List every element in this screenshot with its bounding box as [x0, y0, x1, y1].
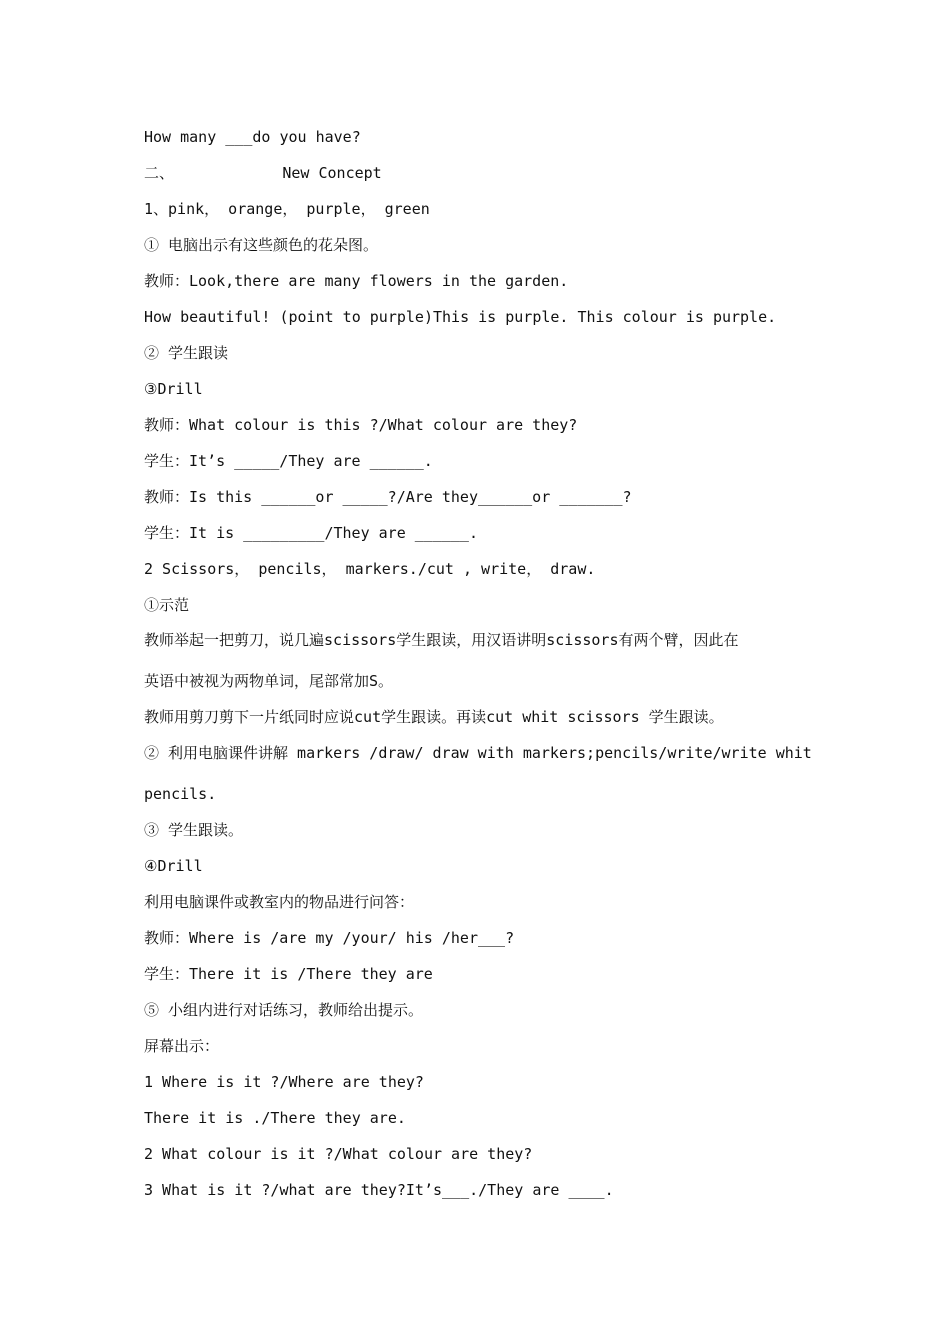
text-line: 教师举起一把剪刀，说几遍scissors学生跟读，用汉语讲明scissors有两个臂，因此在 [144, 631, 739, 649]
text-line: 利用电脑课件或教室内的物品进行问答： [144, 893, 415, 911]
text-line: ② 利用电脑课件讲解 markers /draw/ draw with markers;pencils/write/write whit [144, 744, 812, 762]
text-line: 2 What colour is it ?/What colour are they? [144, 1145, 533, 1163]
text-line: 教师：Look,there are many flowers in the garden. [144, 272, 569, 290]
text-line: There it is ./There they are. [144, 1109, 406, 1127]
text-line: 学生：There it is /There they are [144, 965, 433, 983]
text-line: 教师用剪刀剪下一片纸同时应说cut学生跟读。再读cut whit scissors 学生跟读。 [144, 708, 724, 726]
text-line: How many ___do you have? [144, 128, 361, 146]
text-line: ③Drill [144, 380, 203, 398]
text-line: 教师：Where is /are my /your/ his /her___? [144, 929, 515, 947]
text-line: 教师：What colour is this ?/What colour are they? [144, 416, 578, 434]
text-line: 屏幕出示： [144, 1037, 220, 1055]
text-line: How beautiful! (point to purple)This is purple. This colour is purple. [144, 308, 777, 326]
text-line: 学生：It is _________/They are ______. [144, 524, 478, 542]
text-line: 英语中被视为两物单词，尾部常加S。 [144, 672, 394, 690]
section-heading: 二、 New Concept [144, 164, 382, 182]
text-line: ③ 学生跟读。 [144, 821, 244, 839]
text-line: 教师：Is this ______or _____?/Are they______or _______? [144, 488, 632, 506]
text-line: 1 Where is it ?/Where are they? [144, 1073, 424, 1091]
text-line: 1、pink， orange， purple， green [144, 200, 430, 218]
text-line: ② 学生跟读 [144, 344, 229, 362]
text-line: ④Drill [144, 857, 203, 875]
text-line: ⑤ 小组内进行对话练习，教师给出提示。 [144, 1001, 424, 1019]
text-line: 2 Scissors， pencils， markers./cut , write， draw. [144, 560, 596, 578]
text-line: 学生：It’s _____/They are ______. [144, 452, 433, 470]
text-line: ① 电脑出示有这些颜色的花朵图。 [144, 236, 379, 254]
text-line: pencils. [144, 785, 217, 803]
text-line: ①示范 [144, 596, 190, 614]
text-line: 3 What is it ?/what are they?It’s___./They are ____. [144, 1181, 614, 1199]
